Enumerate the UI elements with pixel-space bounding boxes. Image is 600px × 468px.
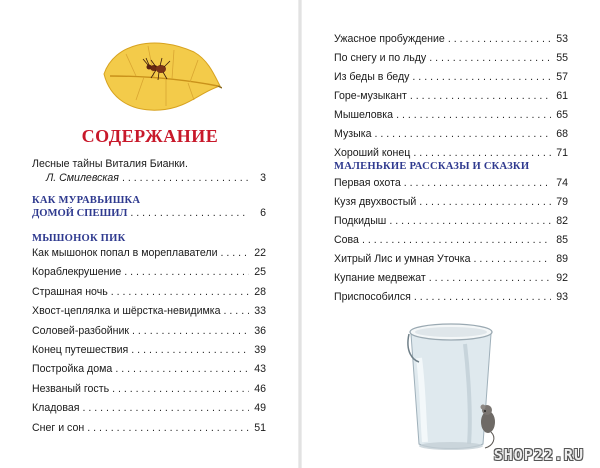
entry-title: Подкидыш — [334, 215, 387, 227]
bucket-with-mouse-illustration — [405, 318, 497, 452]
toc-entry-intro — [32, 158, 266, 172]
entry-page: 22 — [254, 247, 266, 259]
toc-entry — [32, 402, 266, 416]
entry-title: По снегу и по льду — [334, 52, 427, 64]
toc-entry — [334, 33, 568, 47]
toc-entry — [334, 128, 568, 142]
entry-page: 65 — [556, 109, 568, 121]
leader-dots — [362, 234, 551, 247]
leader-dots — [122, 172, 249, 185]
entry-page: 3 — [260, 172, 266, 184]
entry-page: 51 — [254, 421, 266, 434]
leader-dots — [130, 207, 249, 220]
leader-dots — [429, 52, 551, 65]
section-heading-3: МАЛЕНЬКИЕ РАССКАЗЫ И СКАЗКИ — [334, 161, 530, 172]
toc-entry — [334, 90, 568, 104]
entry-title: Соловей-разбойник — [32, 324, 130, 337]
entry-title: Кораблекрушение — [32, 266, 122, 279]
leader-dots — [87, 422, 249, 435]
entry-title: Кузя двухвостый — [334, 196, 417, 208]
toc-entry — [334, 71, 568, 85]
entry-title: Хороший конец — [334, 147, 411, 159]
entry-title: Как мышонок попал в мореплаватели — [32, 247, 218, 259]
toc-entry — [334, 291, 568, 305]
leader-dots — [221, 247, 249, 260]
toc-entry — [32, 383, 266, 397]
entry-page: 79 — [556, 196, 568, 208]
leader-dots — [224, 305, 249, 318]
leader-dots — [82, 402, 249, 415]
toc-title: СОДЕРЖАНИЕ — [81, 126, 219, 146]
toc-entry — [334, 177, 568, 191]
leader-dots — [374, 128, 551, 141]
entry-page: 28 — [254, 285, 266, 298]
leader-dots — [404, 177, 551, 190]
leader-dots — [412, 71, 551, 84]
entry-title: Приспособился — [334, 291, 411, 303]
section-title: ДОМОЙ СПЕШИЛ — [32, 208, 128, 219]
entry-page: 49 — [254, 402, 266, 415]
leader-dots — [111, 286, 249, 299]
toc-entry — [334, 52, 568, 66]
entry-title: Незваный гость — [32, 382, 110, 395]
toc-entry — [334, 196, 568, 210]
toc-entry — [32, 363, 266, 377]
entry-title: Хвост-цеплялка и шёрстка-невидимка — [32, 305, 221, 318]
entry-page: 57 — [556, 71, 568, 83]
toc-entry — [32, 422, 266, 436]
entry-page: 74 — [556, 177, 568, 189]
entry-page: 36 — [254, 324, 266, 337]
entry-page: 92 — [556, 272, 568, 284]
leader-dots — [389, 215, 551, 228]
toc-entry — [32, 266, 266, 280]
toc-entry — [334, 147, 568, 161]
leader-dots — [132, 325, 249, 338]
entry-title: Лесные тайны Виталия Бианки. — [32, 158, 188, 170]
entry-page: 43 — [254, 363, 266, 376]
entry-title: Из беды в беду — [334, 71, 410, 83]
entry-title: Музыка — [334, 128, 372, 140]
toc-entry — [32, 325, 266, 339]
entry-title: Страшная ночь — [32, 285, 108, 298]
section-heading-1-line2 — [32, 207, 266, 221]
leader-dots — [473, 253, 551, 266]
entry-title: Горе-музыкант — [334, 90, 407, 102]
leader-dots — [419, 196, 551, 209]
entry-title: Постройка дома — [32, 363, 113, 376]
entry-title: Сова — [334, 234, 359, 246]
entry-title: Первая охота — [334, 177, 401, 189]
toc-entry — [32, 305, 266, 319]
toc-entry-intro-author — [46, 172, 266, 186]
toc-entry — [334, 215, 568, 229]
entry-page: 25 — [254, 266, 266, 279]
toc-entry — [334, 109, 568, 123]
leader-dots — [131, 344, 249, 357]
entry-title: Кладовая — [32, 402, 80, 415]
leader-dots — [115, 363, 249, 376]
toc-entry — [32, 286, 266, 300]
leader-dots — [414, 291, 551, 304]
leader-dots — [448, 33, 551, 46]
entry-page: 82 — [556, 215, 568, 227]
toc-entry — [32, 247, 266, 261]
leader-dots — [410, 90, 551, 103]
entry-title: Снег и сон — [32, 421, 85, 434]
entry-title: Хитрый Лис и умная Уточка — [334, 253, 471, 265]
entry-page: 46 — [254, 382, 266, 395]
leader-dots — [396, 109, 551, 122]
leaf-with-ant-illustration — [96, 30, 222, 114]
entry-page: 89 — [556, 253, 568, 265]
leader-dots — [413, 147, 551, 160]
entry-title: Конец путешествия — [32, 344, 129, 356]
watermark: SHOP22.RU — [493, 446, 584, 464]
leader-dots — [112, 383, 249, 396]
leader-dots — [124, 266, 249, 279]
entry-page: 33 — [254, 305, 266, 318]
entry-page: 55 — [556, 52, 568, 64]
entry-page: 53 — [556, 33, 568, 45]
section-heading-2: МЫШОНОК ПИК — [32, 233, 126, 244]
entry-title: Ужасное пробуждение — [334, 33, 445, 45]
book-gutter — [298, 0, 302, 468]
toc-entry — [334, 234, 568, 248]
entry-title: Купание медвежат — [334, 272, 426, 284]
entry-page: 93 — [556, 291, 568, 303]
toc-entry — [334, 253, 568, 267]
entry-page: 39 — [254, 344, 266, 356]
toc-entry — [334, 272, 568, 286]
section-heading-1: КАК МУРАВЬИШКА — [32, 195, 141, 206]
entry-page: 71 — [556, 147, 568, 159]
entry-page: 85 — [556, 234, 568, 246]
entry-page: 68 — [556, 128, 568, 140]
leader-dots — [429, 272, 551, 285]
entry-page: 61 — [556, 90, 568, 102]
toc-entry — [32, 344, 266, 358]
entry-title: Мышеловка — [334, 109, 394, 121]
entry-title: Л. Смилевская — [46, 172, 119, 184]
entry-page: 6 — [260, 207, 266, 219]
